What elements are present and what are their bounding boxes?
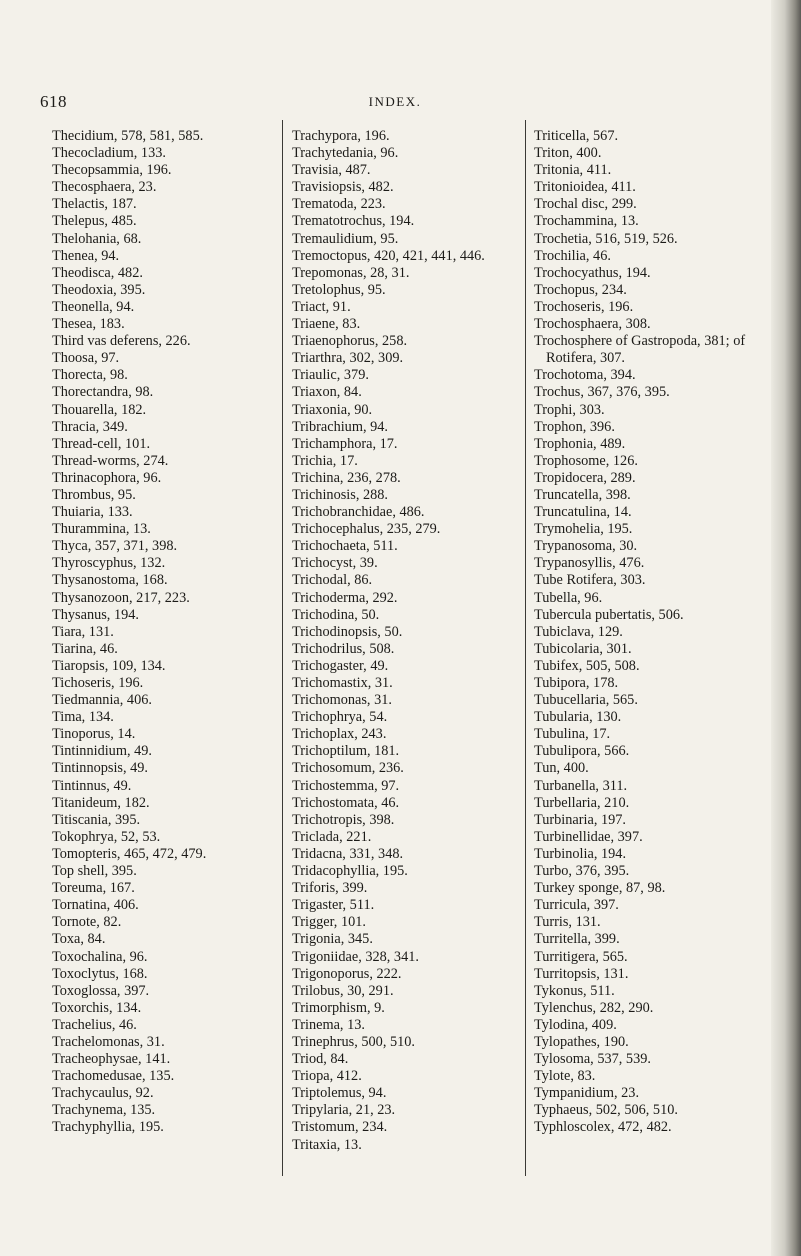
index-entry: Trinephrus, 500, 510. bbox=[292, 1033, 415, 1050]
index-entry: Trichomonas, 31. bbox=[292, 692, 392, 709]
index-entry: Tremaulidium, 95. bbox=[292, 230, 399, 247]
index-entry: Tiedmannia, 406. bbox=[52, 692, 152, 709]
index-entry: Tripylaria, 21, 23. bbox=[292, 1102, 396, 1119]
index-entry: Tritonioidea, 411. bbox=[534, 179, 636, 196]
index-entry: Thuiaria, 133. bbox=[52, 504, 133, 521]
index-entry: Truncatella, 398. bbox=[534, 486, 631, 503]
index-entry: Theodoxia, 395. bbox=[52, 281, 146, 298]
index-entry: Trypanosoma, 30. bbox=[534, 538, 638, 555]
index-entry: Tykonus, 511. bbox=[534, 982, 615, 999]
index-entry: Tretolophus, 95. bbox=[292, 281, 386, 298]
index-entry: Turbo, 376, 395. bbox=[534, 863, 630, 880]
running-title: INDEX. bbox=[368, 94, 422, 109]
index-entry: Tribrachium, 94. bbox=[292, 418, 388, 435]
index-entry: Triod, 84. bbox=[292, 1051, 349, 1068]
index-entry: Thrombus, 95. bbox=[52, 486, 136, 503]
index-entry: Trichosomum, 236. bbox=[292, 760, 404, 777]
index-entry: Trophonia, 489. bbox=[534, 435, 626, 452]
index-entry: Thoosa, 97. bbox=[52, 350, 120, 367]
index-entry: Trichostemma, 97. bbox=[292, 777, 400, 794]
index-entry: Turris, 131. bbox=[534, 914, 601, 931]
index-entry: Thelactis, 187. bbox=[52, 196, 137, 213]
index-entry: Theonella, 94. bbox=[52, 298, 135, 315]
index-entry: Trichoplax, 243. bbox=[292, 726, 387, 743]
index-entry: Trichina, 236, 278. bbox=[292, 469, 401, 486]
index-entry: Thread-worms, 274. bbox=[52, 452, 169, 469]
index-entry: Thecopsammia, 196. bbox=[52, 162, 172, 179]
index-entry: Trochal disc, 299. bbox=[534, 196, 637, 213]
index-entry: Tornatina, 406. bbox=[52, 897, 139, 914]
index-entry: Turbanella, 311. bbox=[534, 777, 628, 794]
index-entry: Tubulina, 17. bbox=[534, 726, 611, 743]
index-entry: Tokophrya, 52, 53. bbox=[52, 828, 161, 845]
index-entry: Tropidocera, 289. bbox=[534, 469, 636, 486]
index-entry: Thyca, 357, 371, 398. bbox=[52, 538, 178, 555]
index-entry: Tridacna, 331, 348. bbox=[292, 845, 404, 862]
index-entry: Trichamphora, 17. bbox=[292, 435, 398, 452]
index-entry: Trichoderma, 292. bbox=[292, 589, 398, 606]
index-entry: Trematotrochus, 194. bbox=[292, 213, 415, 230]
index-entry: Tomopteris, 465, 472, 479. bbox=[52, 845, 207, 862]
index-entry: Trichoptilum, 181. bbox=[292, 743, 400, 760]
index-entry: Tiaropsis, 109, 134. bbox=[52, 657, 166, 674]
index-entry: Tritaxia, 13. bbox=[292, 1136, 362, 1153]
index-entry: Trachypora, 196. bbox=[292, 128, 390, 144]
index-entry: Tubella, 96. bbox=[534, 589, 603, 606]
index-entry: Triact, 91. bbox=[292, 298, 351, 315]
index-entry: Tubercula pubertatis, 506. bbox=[534, 606, 684, 623]
index-entry: Toxa, 84. bbox=[52, 931, 106, 948]
index-entry: Thracia, 349. bbox=[52, 418, 128, 435]
index-entry: Tubiclava, 129. bbox=[534, 623, 623, 640]
index-entry: Trichostomata, 46. bbox=[292, 794, 400, 811]
index-entry: Trigaster, 511. bbox=[292, 897, 375, 914]
index-entry: Tristomum, 234. bbox=[292, 1119, 388, 1136]
index-entry: Tinoporus, 14. bbox=[52, 726, 136, 743]
index-entry: Tubulipora, 566. bbox=[534, 743, 630, 760]
index-entry: Toxoglossa, 397. bbox=[52, 982, 150, 999]
index-entry: Tremoctopus, 420, 421, 441, 446. bbox=[292, 247, 485, 264]
index-entry: Trochus, 367, 376, 395. bbox=[534, 384, 670, 401]
index-entry: Thread-cell, 101. bbox=[52, 435, 151, 452]
index-entry: Trichinosis, 288. bbox=[292, 486, 388, 503]
index-entry: Triarthra, 302, 309. bbox=[292, 350, 404, 367]
index-column-3 bbox=[534, 128, 766, 1137]
index-entry: Tintinnus, 49. bbox=[52, 777, 132, 794]
index-entry: Typhaeus, 502, 506, 510. bbox=[534, 1102, 678, 1119]
index-entry: Thecidium, 578, 581, 585. bbox=[52, 128, 204, 144]
index-entry: Trochilia, 46. bbox=[534, 247, 611, 264]
index-entry: Trochosphere of Gastropoda, 381; of Rotifera, 307. bbox=[534, 333, 746, 367]
index-entry: Triopa, 412. bbox=[292, 1068, 362, 1085]
index-entry: Third vas deferens, 226. bbox=[52, 333, 191, 350]
index-entry: Tichoseris, 196. bbox=[52, 675, 144, 691]
index-entry: Trochosphaera, 308. bbox=[534, 316, 651, 333]
index-entry: Tube Rotifera, 303. bbox=[534, 572, 646, 589]
index-entry: Triaene, 83. bbox=[292, 316, 361, 333]
page-header bbox=[40, 92, 750, 116]
index-entry: Tubularia, 130. bbox=[534, 709, 622, 726]
index-entry: Trilobus, 30, 291. bbox=[292, 982, 394, 999]
index-entry: Thouarella, 182. bbox=[52, 401, 147, 418]
index-entry: Thysanostoma, 168. bbox=[52, 572, 168, 589]
index-entry: Trichocyst, 39. bbox=[292, 555, 378, 572]
index-entry: Trophi, 303. bbox=[534, 401, 605, 418]
index-entry: Trochoseris, 196. bbox=[534, 298, 634, 315]
index-entry: Triptolemus, 94. bbox=[292, 1085, 387, 1102]
index-entry: Trichobranchidae, 486. bbox=[292, 504, 425, 521]
index-entry: Trachomedusae, 135. bbox=[52, 1068, 175, 1085]
index-entry: Thorecta, 98. bbox=[52, 367, 128, 384]
index-entry: Trichophrya, 54. bbox=[292, 709, 388, 726]
index-entry: Trichodina, 50. bbox=[292, 606, 380, 623]
index-entry: Toxoclytus, 168. bbox=[52, 965, 148, 982]
index-entry: Trichodal, 86. bbox=[292, 572, 373, 589]
index-entry: Turritopsis, 131. bbox=[534, 965, 629, 982]
index-entry: Theodisca, 482. bbox=[52, 264, 143, 281]
index-entry: Trymohelia, 195. bbox=[534, 521, 633, 538]
index-entry: Titanideum, 182. bbox=[52, 794, 150, 811]
index-entry: Triton, 400. bbox=[534, 145, 602, 162]
index-entry: Tylenchus, 282, 290. bbox=[534, 999, 654, 1016]
index-entry: Turritigera, 565. bbox=[534, 948, 628, 965]
index-entry: Tubicolaria, 301. bbox=[534, 640, 632, 657]
index-entry: Thyroscyphus, 132. bbox=[52, 555, 166, 572]
column-divider bbox=[282, 120, 283, 1176]
page-number: 618 bbox=[40, 92, 67, 111]
index-entry: Thrinacophora, 96. bbox=[52, 469, 162, 486]
index-entry: Thenea, 94. bbox=[52, 247, 120, 264]
index-entry: Travisia, 487. bbox=[292, 162, 371, 179]
index-entry: Trachyphyllia, 195. bbox=[52, 1119, 164, 1136]
index-entry: Thurammina, 13. bbox=[52, 521, 151, 538]
index-entry: Toreuma, 167. bbox=[52, 880, 135, 897]
index-entry: Trochopus, 234. bbox=[534, 281, 627, 298]
index-entry: Thecocladium, 133. bbox=[52, 145, 166, 162]
index-entry: Triclada, 221. bbox=[292, 828, 372, 845]
index-entry: Trichodinopsis, 50. bbox=[292, 623, 403, 640]
index-entry: Tiara, 131. bbox=[52, 623, 114, 640]
index-entry: Trepomonas, 28, 31. bbox=[292, 264, 410, 281]
index-entry: Trophosome, 126. bbox=[534, 452, 638, 469]
index-entry: Trematoda, 223. bbox=[292, 196, 386, 213]
index-entry: Triaxon, 84. bbox=[292, 384, 362, 401]
index-entry: Trachycaulus, 92. bbox=[52, 1085, 154, 1102]
index-entry: Trigger, 101. bbox=[292, 914, 366, 931]
index-entry: Triaxonia, 90. bbox=[292, 401, 373, 418]
index-entry: Tylodina, 409. bbox=[534, 1016, 617, 1033]
index-entry: Tun, 400. bbox=[534, 760, 589, 777]
column-divider bbox=[525, 120, 526, 1176]
index-entry: Turbellaria, 210. bbox=[534, 794, 630, 811]
index-entry: Turritella, 399. bbox=[534, 931, 620, 948]
index-entry: Trophon, 396. bbox=[534, 418, 615, 435]
index-entry: Tracheophysae, 141. bbox=[52, 1051, 171, 1068]
index-entry: Tiarina, 46. bbox=[52, 640, 118, 657]
index-entry: Tympanidium, 23. bbox=[534, 1085, 640, 1102]
index-entry: Tintinnidium, 49. bbox=[52, 743, 152, 760]
index-entry: Trichotropis, 398. bbox=[292, 811, 395, 828]
index-entry: Trigoniidae, 328, 341. bbox=[292, 948, 419, 965]
index-entry: Tubipora, 178. bbox=[534, 675, 619, 691]
index-entry: Tylote, 83. bbox=[534, 1068, 596, 1085]
index-entry: Trochotoma, 394. bbox=[534, 367, 636, 384]
index-entry: Tylopathes, 190. bbox=[534, 1033, 629, 1050]
index-entry: Turkey sponge, 87, 98. bbox=[534, 880, 666, 897]
index-entry: Tornote, 82. bbox=[52, 914, 122, 931]
index-entry: Triaenophorus, 258. bbox=[292, 333, 408, 350]
index-entry: Tubifex, 505, 508. bbox=[534, 657, 640, 674]
index-entry: Tubucellaria, 565. bbox=[534, 692, 638, 709]
index-entry: Tima, 134. bbox=[52, 709, 114, 726]
index-entry: Travisiopsis, 482. bbox=[292, 179, 394, 196]
index-entry: Turbinellidae, 397. bbox=[534, 828, 643, 845]
index-column-2 bbox=[292, 128, 522, 1154]
index-entry: Trigonia, 345. bbox=[292, 931, 373, 948]
page-edge-shadow bbox=[771, 0, 801, 1256]
index-entry: Truncatulina, 14. bbox=[534, 504, 632, 521]
index-entry: Thecosphaera, 23. bbox=[52, 179, 157, 196]
index-entry: Trachynema, 135. bbox=[52, 1102, 156, 1119]
index-entry: Trochammina, 13. bbox=[534, 213, 639, 230]
index-entry: Trichocephalus, 235, 279. bbox=[292, 521, 441, 538]
index-entry: Triforis, 399. bbox=[292, 880, 368, 897]
index-column-1 bbox=[52, 128, 280, 1137]
index-entry: Thysanus, 194. bbox=[52, 606, 139, 623]
index-entry: Tritonia, 411. bbox=[534, 162, 612, 179]
index-entry: Trypanosyllis, 476. bbox=[534, 555, 645, 572]
index-entry: Tintinnopsis, 49. bbox=[52, 760, 149, 777]
index-entry: Tylosoma, 537, 539. bbox=[534, 1051, 651, 1068]
index-entry: Turbinolia, 194. bbox=[534, 845, 627, 862]
index-entry: Trinema, 13. bbox=[292, 1016, 365, 1033]
index-entry: Toxochalina, 96. bbox=[52, 948, 148, 965]
index-entry: Turricula, 397. bbox=[534, 897, 619, 914]
index-entry: Trachelius, 46. bbox=[52, 1016, 137, 1033]
index-entry: Trigonoporus, 222. bbox=[292, 965, 402, 982]
index-entry: Thelohania, 68. bbox=[52, 230, 142, 247]
index-entry: Thorectandra, 98. bbox=[52, 384, 154, 401]
index-entry: Trichodrilus, 508. bbox=[292, 640, 395, 657]
index-entry: Toxorchis, 134. bbox=[52, 999, 142, 1016]
index-entry: Thesea, 183. bbox=[52, 316, 125, 333]
index-entry: Trichogaster, 49. bbox=[292, 657, 389, 674]
index-entry: Trachelomonas, 31. bbox=[52, 1033, 165, 1050]
index-entry: Trachytedania, 96. bbox=[292, 145, 399, 162]
index-entry: Triticella, 567. bbox=[534, 128, 619, 144]
index-entry: Trichochaeta, 511. bbox=[292, 538, 398, 555]
index-entry: Top shell, 395. bbox=[52, 863, 137, 880]
index-entry: Trochetia, 516, 519, 526. bbox=[534, 230, 678, 247]
index-entry: Thelepus, 485. bbox=[52, 213, 137, 230]
index-entry: Trichia, 17. bbox=[292, 452, 358, 469]
index-entry: Tridacophyllia, 195. bbox=[292, 863, 408, 880]
index-entry: Thysanozoon, 217, 223. bbox=[52, 589, 190, 606]
index-entry: Titiscania, 395. bbox=[52, 811, 141, 828]
index-entry: Trichomastix, 31. bbox=[292, 675, 393, 691]
index-entry: Trimorphism, 9. bbox=[292, 999, 385, 1016]
index-entry: Typhloscolex, 472, 482. bbox=[534, 1119, 672, 1136]
index-entry: Triaulic, 379. bbox=[292, 367, 369, 384]
index-entry: Trochocyathus, 194. bbox=[534, 264, 651, 281]
index-entry: Turbinaria, 197. bbox=[534, 811, 627, 828]
